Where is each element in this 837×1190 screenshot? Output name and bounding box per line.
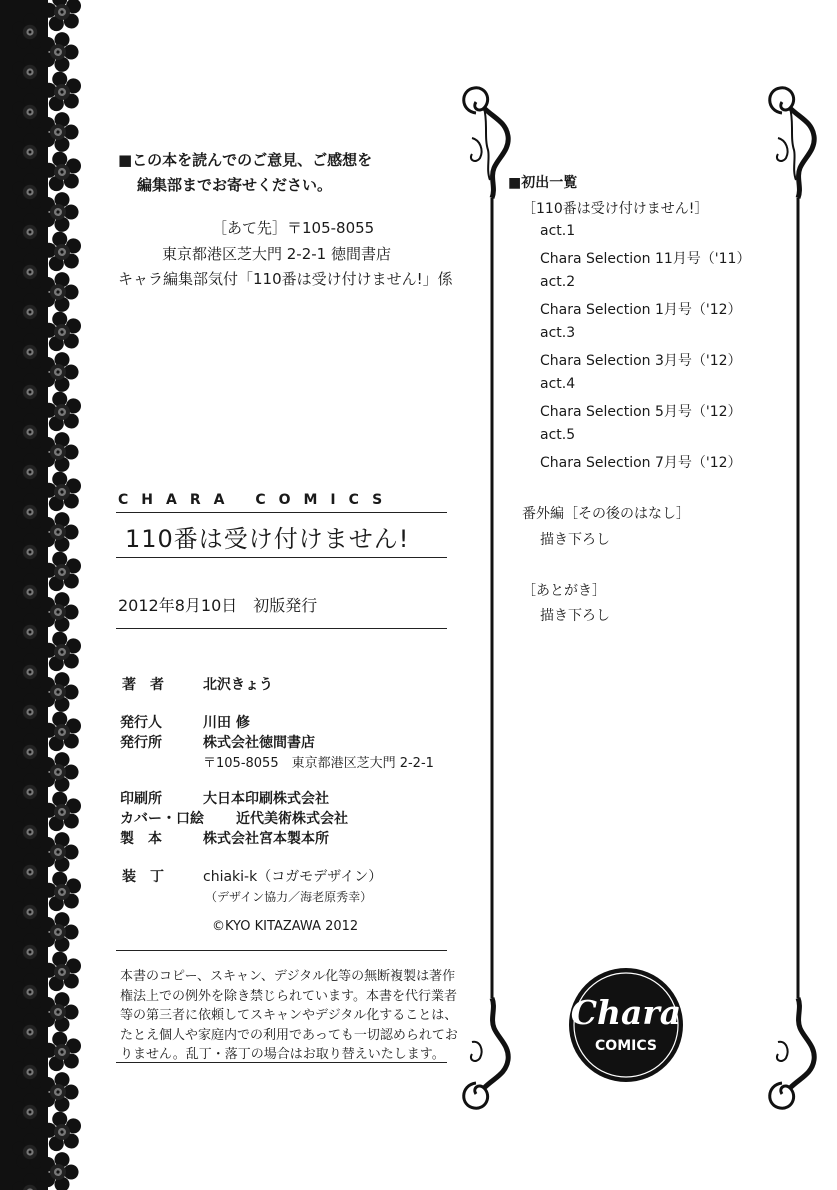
book-title: 110番は受け付けません! — [125, 525, 410, 553]
legal-notice: 本書のコピー、スキャン、デジタル化等の無断複製は著作権法上での例外を除き禁じられています。本書を代行業者等の第三者に依頼してスキャンやデジタル化することは、たとえ個人や家庭内での利用であっても一切認められておりません。乱丁・落丁の場合はお取り替えいたします。 — [120, 969, 458, 1062]
extra-story-title: 番外編［その後のはなし］ — [522, 506, 690, 522]
credit-design-cooperation: （デザイン協力／海老原秀幸） — [205, 890, 373, 904]
credit-value-design: chiaki-k（コガモデザイン） — [203, 869, 383, 885]
title-rule-top — [116, 512, 447, 513]
entry-act1: act.1 — [540, 223, 576, 239]
afterword-note: 描き下ろし — [540, 608, 610, 624]
left-scroll-ornament — [454, 78, 514, 1118]
credit-value-printer: 大日本印刷株式会社 — [203, 791, 329, 807]
credit-publisher-address: 〒105-8055 東京都港区芝大門 2-2-1 — [203, 756, 434, 771]
feedback-line-2: 編集部までお寄せください。 — [137, 176, 333, 194]
first-appearance-title: ［110番は受け付けません!］ — [522, 201, 709, 217]
credit-label-binding: 製 本 — [120, 831, 162, 847]
entry-act5-source: Chara Selection 7月号（'12） — [540, 455, 742, 471]
credit-value-author: 北沢きょう — [203, 677, 273, 693]
credit-value-publisher: 株式会社徳間書店 — [203, 735, 315, 751]
copyright: ©KYO KITAZAWA 2012 — [212, 919, 359, 934]
credit-label-author: 著 者 — [122, 677, 164, 693]
publication-date: 2012年8月10日 初版発行 — [118, 596, 318, 615]
series-name: CHARA COMICS — [118, 492, 396, 508]
first-appearance-heading: ■初出一覧 — [508, 175, 578, 191]
credit-value-publisher-person: 川田 修 — [203, 715, 250, 731]
entry-act1-source: Chara Selection 11月号（'11） — [540, 251, 751, 267]
notice-rule-bottom — [116, 1062, 447, 1063]
address-line: 東京都港区芝大門 2-2-1 徳間書店 — [162, 245, 391, 263]
entry-act3: act.3 — [540, 325, 576, 341]
logo-sub: COMICS — [595, 1038, 657, 1054]
entry-act4: act.4 — [540, 376, 576, 392]
credit-label-publisher: 発行所 — [120, 735, 162, 751]
right-scroll-ornament — [760, 78, 820, 1118]
credit-label-printer: 印刷所 — [120, 791, 162, 807]
chara-comics-logo — [567, 966, 685, 1084]
address-label: ［あて先］〒105-8055 — [212, 219, 375, 237]
notice-rule-top — [116, 950, 447, 951]
title-rule-bottom — [116, 557, 447, 558]
credit-label-publisher-person: 発行人 — [120, 715, 162, 731]
entry-act5: act.5 — [540, 427, 576, 443]
entry-act2-source: Chara Selection 1月号（'12） — [540, 302, 742, 318]
logo-word: Chara — [570, 993, 682, 1032]
credit-label-cover: カバー・口絵 — [120, 811, 204, 827]
lace-border-decoration — [0, 0, 86, 1190]
entry-act2: act.2 — [540, 274, 576, 290]
date-rule — [116, 628, 447, 629]
credit-label-design: 装 丁 — [122, 869, 164, 885]
extra-story-note: 描き下ろし — [540, 532, 610, 548]
entry-act3-source: Chara Selection 3月号（'12） — [540, 353, 742, 369]
address-dept: キャラ編集部気付「110番は受け付けません!」係 — [118, 270, 453, 288]
credit-value-binding: 株式会社宮本製本所 — [203, 831, 329, 847]
feedback-line-1: ■この本を読んでのご意見、ご感想を — [118, 151, 373, 169]
credit-value-cover: 近代美術株式会社 — [236, 811, 348, 827]
afterword-title: ［あとがき］ — [522, 583, 606, 599]
entry-act4-source: Chara Selection 5月号（'12） — [540, 404, 742, 420]
